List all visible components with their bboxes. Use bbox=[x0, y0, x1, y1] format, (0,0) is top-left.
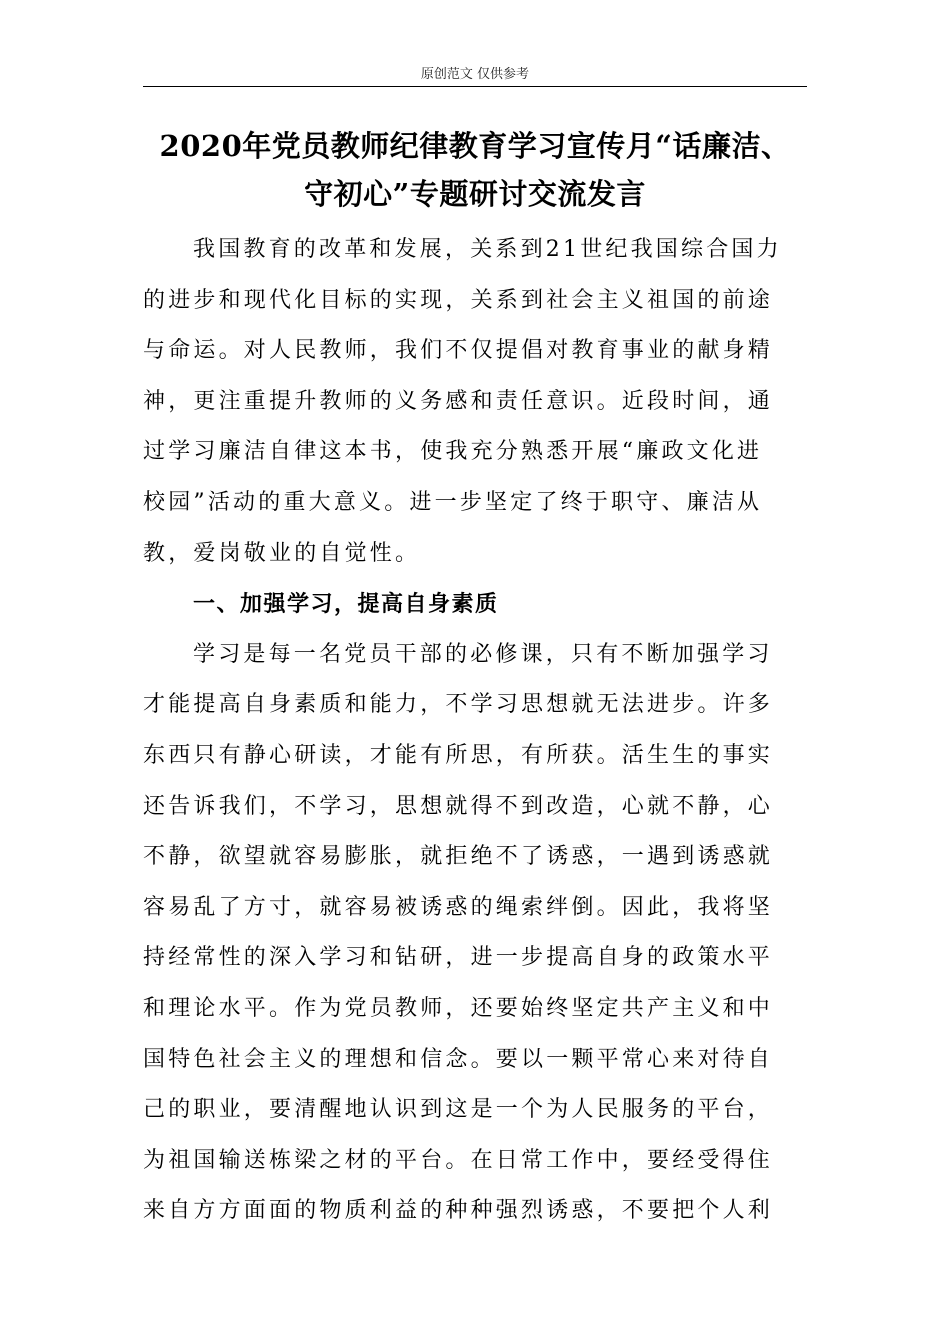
page-header bbox=[143, 64, 807, 87]
section-1-line: 容易乱了方寸，就容易被诱惑的绳索绊倒。因此，我将坚 bbox=[143, 894, 774, 920]
document-title bbox=[143, 122, 807, 218]
section-1-line: 国特色社会主义的理想和信念。要以一颗平常心来对待自 bbox=[143, 1046, 774, 1072]
intro-line: 与命运。对人民教师，我们不仅提倡对教育事业的献身精 bbox=[143, 338, 774, 364]
header-text: 原创范文 仅供参考 bbox=[420, 67, 530, 82]
intro-line: 过学习廉洁自律这本书，使我充分熟悉开展“廉政文化进 bbox=[143, 439, 763, 465]
intro-paragraph bbox=[143, 225, 807, 579]
section-1-line: 还告诉我们，不学习，思想就得不到改造，心就不静，心 bbox=[143, 793, 774, 819]
intro-line: 我国教育的改革和发展，关系到21世纪我国综合国力 bbox=[193, 237, 782, 262]
section-1-paragraph bbox=[143, 630, 807, 1237]
title-line-2: 守初心”专题研讨交流发言 bbox=[304, 177, 646, 211]
document-body bbox=[143, 225, 807, 1237]
section-1-line: 东西只有静心研读，才能有所思，有所获。活生生的事实 bbox=[143, 742, 774, 768]
section-1-line: 持经常性的深入学习和钻研，进一步提高自身的政策水平 bbox=[143, 945, 774, 971]
intro-line: 校园”活动的重大意义。进一步坚定了终于职守、廉洁从 bbox=[143, 489, 763, 515]
section-1-line: 为祖国输送栋梁之材的平台。在日常工作中，要经受得住 bbox=[143, 1147, 774, 1173]
section-1-line: 和理论水平。作为党员教师，还要始终坚定共产主义和中 bbox=[143, 995, 774, 1021]
section-1-line: 不静，欲望就容易膨胀，就拒绝不了诱惑，一遇到诱惑就 bbox=[143, 844, 774, 870]
intro-line: 神，更注重提升教师的义务感和责任意识。近段时间，通 bbox=[143, 388, 774, 414]
section-1-line: 来自方方面面的物质利益的种种强烈诱惑，不要把个人利 bbox=[143, 1198, 774, 1224]
section-1-line: 才能提高自身素质和能力，不学习思想就无法进步。许多 bbox=[143, 692, 774, 718]
section-1-line: 己的职业，要清醒地认识到这是一个为人民服务的平台， bbox=[143, 1097, 774, 1123]
title-line-1: 2020年党员教师纪律教育学习宣传月“话廉洁、 bbox=[159, 129, 791, 163]
intro-line: 教，爱岗敬业的自觉性。 bbox=[143, 540, 421, 566]
section-1-heading: 一、加强学习，提高自身素质 bbox=[193, 591, 499, 618]
intro-line: 的进步和现代化目标的实现，关系到社会主义祖国的前途 bbox=[143, 287, 774, 313]
section-1-line: 学习是每一名党员干部的必修课，只有不断加强学习 bbox=[193, 641, 773, 667]
